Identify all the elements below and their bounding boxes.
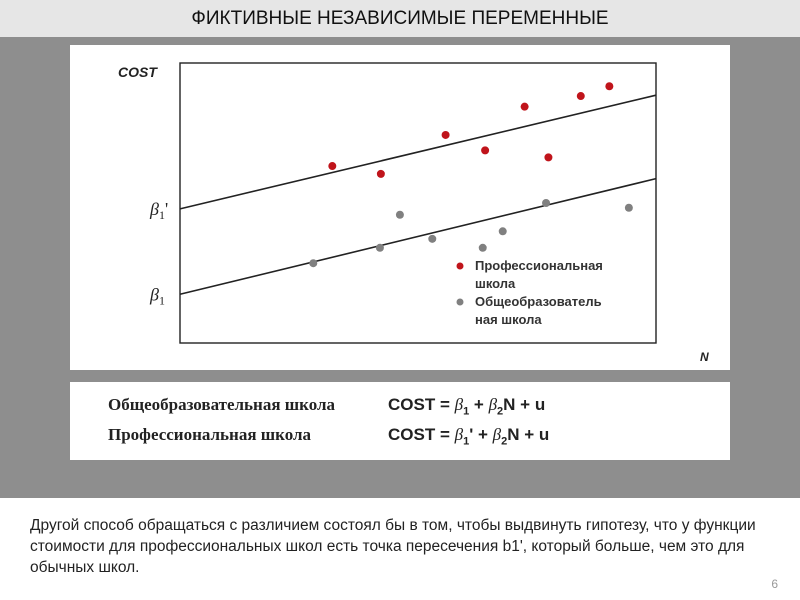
equation-lhs: COST = (388, 425, 455, 444)
data-point (625, 204, 633, 212)
data-point (544, 153, 552, 161)
legend-marker-0 (457, 263, 464, 270)
beta-subscript: 2 (501, 435, 508, 448)
regression-line-0 (180, 95, 656, 209)
data-point (521, 103, 529, 111)
beta-subscript: 2 (497, 405, 504, 418)
data-point (309, 259, 317, 267)
data-point (499, 227, 507, 235)
equation-general (108, 395, 545, 417)
equation-general-formula (388, 395, 546, 418)
intercept-label-general: $\beta_1$ (150, 284, 165, 308)
data-point (396, 211, 404, 219)
data-point (481, 146, 489, 154)
equation-vocational-formula (388, 425, 550, 448)
equation-general-label: Общеобразовательная школа (108, 395, 336, 414)
slide-title: ФИКТИВНЫЕ НЕЗАВИСИМЫЕ ПЕРЕМЕННЫЕ (191, 8, 609, 29)
equations-panel (70, 382, 730, 460)
beta-subscript: 1 (463, 405, 470, 418)
equation-rest: N + u (503, 395, 546, 414)
beta-subscript: 1 (463, 435, 470, 448)
beta-symbol: β (454, 425, 464, 444)
beta-symbol: β (454, 395, 464, 414)
beta-symbol: β (492, 425, 502, 444)
data-point (428, 235, 436, 243)
legend-label-1: ная школа (475, 312, 542, 327)
intercept-label-vocational: $\beta_1'$ (150, 198, 169, 222)
legend-label-1: Общеобразователь (475, 294, 602, 309)
equation-lhs: COST = (388, 395, 455, 414)
beta-symbol: β (488, 395, 498, 414)
slide-description: Другой способ обращаться с различием состоял бы в том, чтобы выдвинуть гипотезу, что у функции стоимости для профессиональных школ есть точка пересечения b1', который больше, чем это для обычных школ. (30, 517, 756, 576)
x-axis-label: N (700, 350, 709, 364)
scatter-chart (70, 45, 730, 370)
y-axis-label: COST (118, 64, 157, 80)
equation-rest: N + u (507, 425, 550, 444)
plus-sign: + (469, 395, 489, 414)
regression-line-1 (180, 179, 656, 295)
data-point (376, 244, 384, 252)
beta-prime: ' (469, 425, 474, 444)
data-point (479, 244, 487, 252)
legend-label-0: Профессиональная (475, 258, 603, 273)
chart-panel (70, 45, 730, 370)
data-point (542, 199, 550, 207)
legend-marker-1 (457, 299, 464, 306)
data-point (605, 82, 613, 90)
plus-sign: + (473, 425, 493, 444)
data-point (328, 162, 336, 170)
data-point (577, 92, 585, 100)
equation-vocational (108, 425, 549, 447)
legend-label-0: школа (475, 276, 516, 291)
data-point (377, 170, 385, 178)
slide-header (0, 0, 800, 37)
data-point (442, 131, 450, 139)
page-number: 6 (771, 577, 778, 591)
equation-vocational-label: Профессиональная школа (108, 425, 312, 444)
